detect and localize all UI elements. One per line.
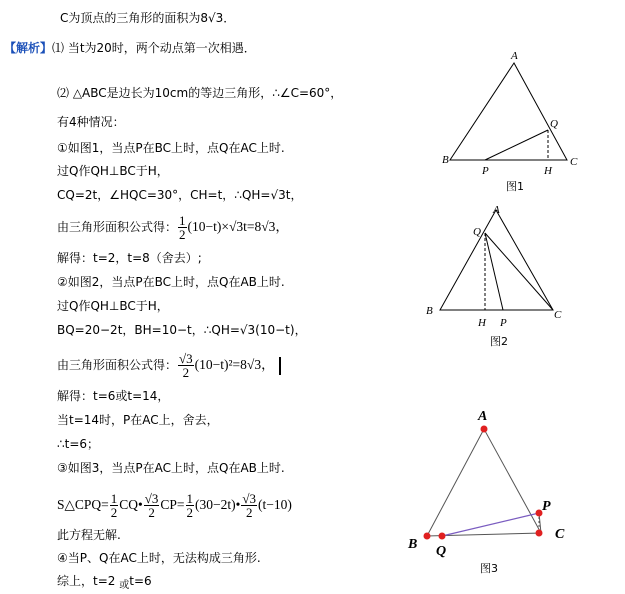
case3-no-solution: 此方程无解.	[57, 528, 121, 542]
case1-perpendicular: 过Q作QH⊥BC于H，	[57, 164, 169, 178]
case3-area-formula: S△CPQ= $\frac{1}{2}$ CQ• $\frac{√3}{2}$ CP= $\frac{1}{2}$ (30−2t)• $\frac{√3}{2}$ (t−10)	[57, 491, 292, 520]
label-p: P	[482, 165, 489, 177]
label-p: P	[542, 499, 551, 514]
line-equilateral: ⑵ △ABC是边长为10cm的等边三角形，∴∠C=60°，	[57, 86, 343, 100]
case2-heading: ②如图2，当点P在BC上时，点Q在AB上时.	[57, 275, 285, 289]
case4-note: ④当P、Q在AC上时，无法构成三角形.	[57, 551, 261, 565]
figure-2	[420, 200, 580, 355]
case1-equation-prefix: 由三角形面积公式得：	[57, 220, 178, 234]
label-h: H	[544, 165, 552, 177]
case2-equation-prefix: 由三角形面积公式得：	[57, 358, 178, 372]
segment-qp	[485, 233, 503, 310]
case3-heading: ③如图3，当点P在AC上时，点Q在AB上时.	[57, 461, 285, 475]
case2-result: ∴t=6；	[57, 437, 100, 451]
text-cursor	[279, 357, 281, 375]
part1-answer: ⑴ 当t为20时，两个动点第一次相遇．	[52, 41, 256, 55]
figure-3	[400, 400, 600, 580]
triangle-abc	[450, 63, 567, 160]
line-area-conclusion: C为顶点的三角形的面积为8√3．	[60, 11, 236, 25]
label-p: P	[500, 317, 507, 329]
triangle-abc	[427, 429, 541, 536]
figure-2-caption: 图2	[490, 335, 508, 348]
case1-equation	[57, 210, 289, 244]
label-b: B	[442, 154, 449, 166]
label-c: C	[570, 156, 578, 168]
case2-solution: 解得：t=6或t=14，	[57, 389, 170, 403]
analysis-line	[4, 40, 256, 56]
triangle-abc	[440, 210, 553, 310]
segment-pq	[485, 130, 548, 160]
label-a: A	[493, 204, 500, 216]
case2-lengths: BQ=20−2t，BH=10−t，∴QH=√3(10−t)，	[57, 323, 307, 337]
label-b: B	[426, 305, 433, 317]
segment-qc	[485, 233, 553, 310]
half-fraction: $\frac{1}{2}$	[179, 213, 186, 242]
case2-perpendicular: 过Q作QH⊥BC于H，	[57, 299, 169, 313]
label-q: Q	[436, 544, 447, 559]
figure-3-caption: 图3	[480, 562, 498, 575]
case1-heading: ①如图1，当点P在BC上时，点Q在AC上时.	[57, 141, 285, 155]
figure-1	[430, 45, 600, 195]
root3-half-fraction: $\frac{√3}{2}$	[179, 351, 193, 380]
label-q: Q	[473, 226, 481, 238]
point-q	[439, 533, 446, 540]
case2-equation	[57, 345, 281, 385]
point-b	[424, 533, 431, 540]
case1-equation-body: (10−t)×√3t=8√3，	[187, 219, 289, 234]
case2-reject: 当t=14时，P在AC上，舍去，	[57, 413, 219, 427]
segment-qp	[442, 513, 539, 536]
case1-solution: 解得：t=2，t=8（舍去）;	[57, 251, 202, 265]
case2-equation-body: (10−t)²=8√3，	[194, 357, 275, 372]
figure-1-caption: 图1	[506, 180, 524, 193]
label-c: C	[554, 309, 562, 321]
final-answer: 综上，t=2 $_或$t=6	[57, 574, 152, 591]
label-a: A	[511, 50, 518, 62]
label-c: C	[555, 527, 565, 542]
label-a: A	[478, 409, 488, 424]
label-b: B	[408, 537, 418, 552]
label-h: H	[478, 317, 486, 329]
label-q: Q	[550, 118, 558, 130]
point-a	[481, 426, 488, 433]
point-c	[536, 530, 543, 537]
analysis-tag: 【解析】	[4, 41, 53, 55]
line-four-cases: 有4种情况：	[57, 115, 125, 129]
case1-lengths: CQ=2t，∠HQC=30°，CH=t，∴QH=√3t，	[57, 188, 303, 202]
